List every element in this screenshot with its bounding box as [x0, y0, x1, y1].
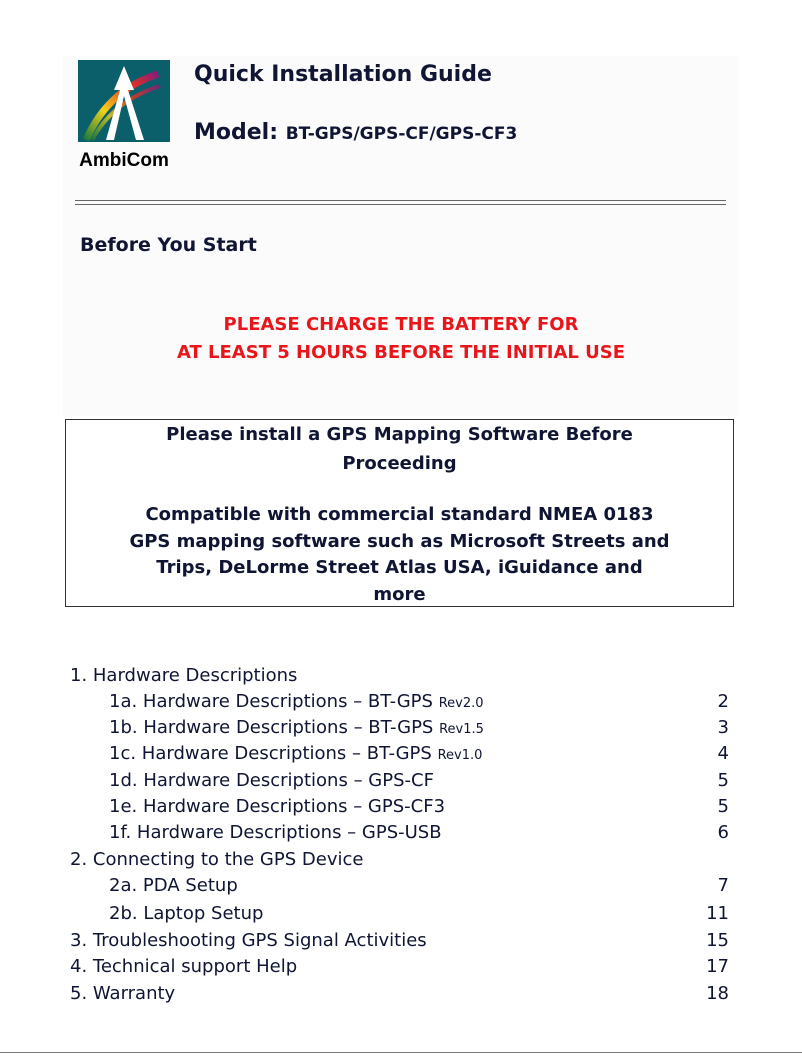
page-title: Quick Installation Guide [194, 62, 492, 87]
model-line [194, 120, 517, 145]
toc-item[interactable] [0, 717, 802, 741]
notice-line-2: Proceeding [342, 453, 457, 474]
toc-item[interactable] [0, 983, 802, 1007]
battery-warning-line-1: PLEASE CHARGE THE BATTERY FOR [223, 314, 579, 335]
notice-line-4: GPS mapping software such as Microsoft Streets and [129, 531, 670, 552]
notice-line-6: more [373, 584, 426, 605]
toc-item[interactable] [0, 743, 802, 767]
toc-item[interactable] [0, 875, 802, 899]
notice-line-5: Trips, DeLorme Street Atlas USA, iGuidance and [156, 557, 643, 578]
toc-page: 3 [717, 717, 729, 738]
toc-page: 2 [717, 691, 729, 712]
toc-item[interactable] [0, 849, 802, 873]
toc-item[interactable] [0, 770, 802, 794]
toc-item[interactable] [0, 665, 802, 689]
toc-page: 18 [706, 983, 729, 1004]
toc-item[interactable] [0, 903, 802, 927]
toc-page: 6 [717, 822, 729, 843]
model-value: BT-GPS/GPS-CF/GPS-CF3 [285, 124, 518, 144]
logo-wordmark: AmbiCom [79, 150, 169, 171]
toc-page: 15 [706, 930, 729, 951]
toc-label: 1b. Hardware Descriptions – BT-GPS Rev1.5 [109, 717, 484, 738]
notice-line-3: Compatible with commercial standard NMEA 0183 [145, 504, 654, 525]
toc-item[interactable] [0, 796, 802, 820]
software-notice-box [65, 419, 734, 607]
toc-label: 2b. Laptop Setup [109, 903, 264, 924]
toc-label: 1c. Hardware Descriptions – BT-GPS Rev1.0 [109, 743, 483, 764]
toc-page: 5 [717, 796, 729, 817]
toc-item[interactable] [0, 930, 802, 954]
page-bottom-rule [0, 1052, 802, 1053]
header-rule-top [75, 200, 726, 201]
toc-label: 3. Troubleshooting GPS Signal Activities [70, 930, 427, 951]
model-label: Model: [194, 120, 286, 145]
toc-page: 17 [706, 956, 729, 977]
battery-warning-line-2: AT LEAST 5 HOURS BEFORE THE INITIAL USE [176, 342, 626, 363]
toc-label: 1e. Hardware Descriptions – GPS-CF3 [109, 796, 446, 817]
toc-page: 5 [717, 770, 729, 791]
toc-page: 11 [706, 903, 729, 924]
toc-item[interactable] [0, 956, 802, 980]
toc-label: 1. Hardware Descriptions [70, 665, 298, 686]
toc-item[interactable] [0, 691, 802, 715]
toc-label: 2. Connecting to the GPS Device [70, 849, 364, 870]
ambicom-logo [78, 60, 170, 172]
before-you-start-heading: Before You Start [80, 234, 257, 256]
toc-label: 4. Technical support Help [70, 956, 298, 977]
notice-line-1: Please install a GPS Mapping Software Before [166, 424, 633, 445]
toc-page: 4 [717, 743, 729, 764]
header-rule-bottom [75, 204, 726, 205]
toc-label: 1d. Hardware Descriptions – GPS-CF [109, 770, 434, 791]
toc-label: 5. Warranty [70, 983, 176, 1004]
toc-label: 1a. Hardware Descriptions – BT-GPS Rev2.0 [109, 691, 484, 712]
toc-label: 1f. Hardware Descriptions – GPS-USB [109, 822, 442, 843]
toc-page: 7 [717, 875, 729, 896]
toc-item[interactable] [0, 822, 802, 846]
toc-label: 2a. PDA Setup [109, 875, 238, 896]
